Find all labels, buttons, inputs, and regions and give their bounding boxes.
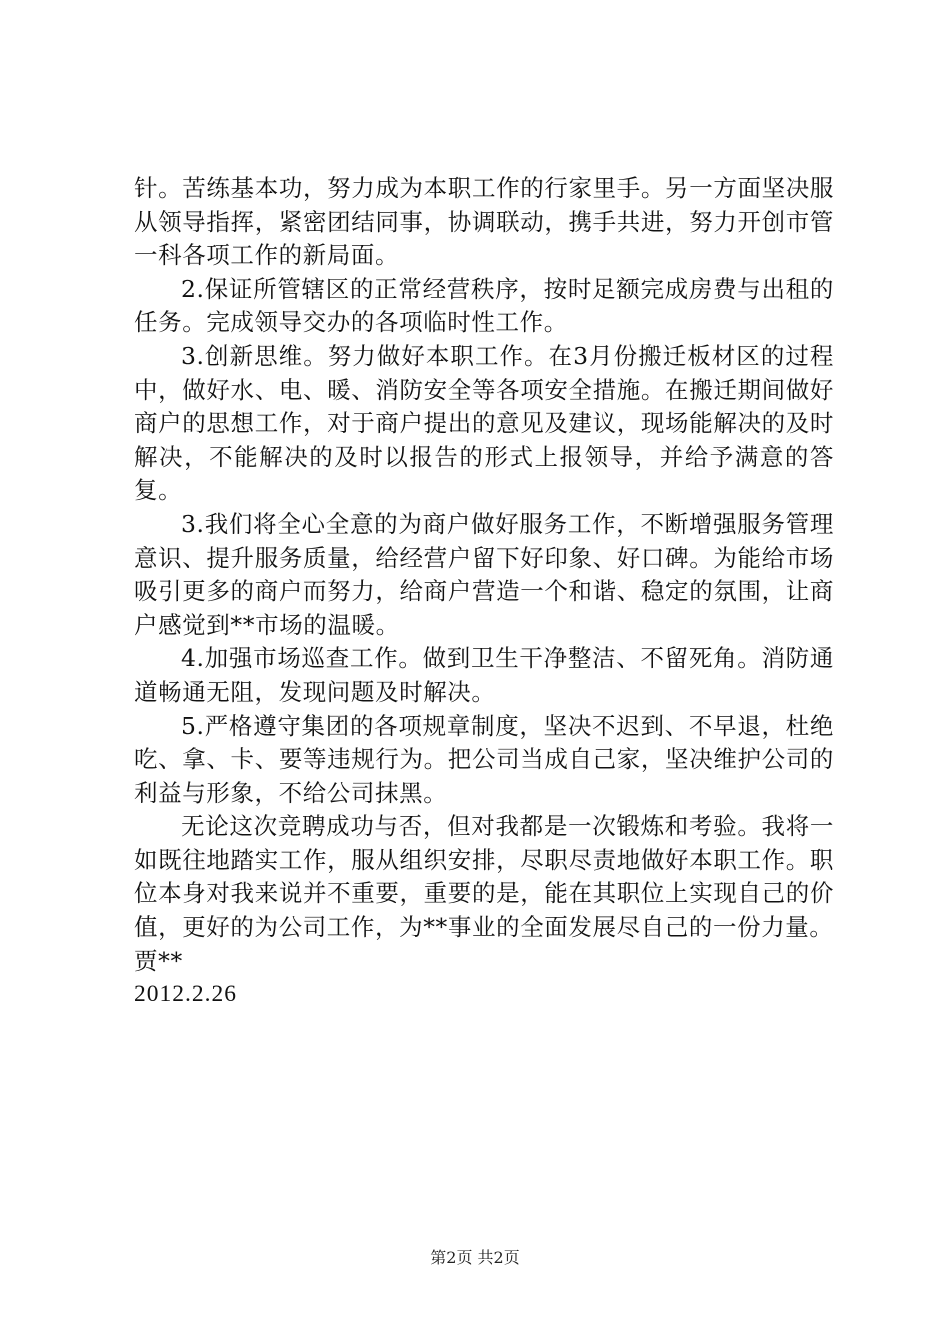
paragraph-item-3-innovation: 3.创新思维。努力做好本职工作。在3月份搬迁板材区的过程中，做好水、电、暖、消防安全等各项安全措施。在搬迁期间做好商户的思想工作，对于商户提出的意见及建议，现场能解决的及时解决，不能解决的及时以报告的形式上报领导，并给予满意的答复。 xyxy=(134,341,834,505)
paragraph-item-4: 4.加强市场巡查工作。做到卫生干净整洁、不留死角。消防通道畅通无阻，发现问题及时解决。 xyxy=(134,644,834,706)
paragraph-continuation: 针。苦练基本功，努力成为本职工作的行家里手。另一方面坚决服从领导指挥，紧密团结同事，协调联动，携手共进，努力开创市管一科各项工作的新局面。 xyxy=(134,174,834,270)
paragraph-item-5: 5.严格遵守集团的各项规章制度，坚决不迟到、不早退，杜绝吃、拿、卡、要等违规行为。把公司当成自己家，坚决维护公司的利益与形象，不给公司抹黑。 xyxy=(134,711,834,807)
paragraph-conclusion: 无论这次竞聘成功与否，但对我都是一次锻炼和考验。我将一如既往地踏实工作，服从组织安排，尽职尽责地做好本职工作。职位本身对我来说并不重要，重要的是，能在其职位上实现自己的价值，更好的为公司工作，为**事业的全面发展尽自己的一份力量。 xyxy=(134,812,834,942)
page-footer xyxy=(0,1245,950,1268)
paragraph-item-2: 2.保证所管辖区的正常经营秩序，按时足额完成房费与出租的任务。完成领导交办的各项临时性工作。 xyxy=(134,274,834,337)
date: 2012.2.26 xyxy=(134,981,237,1008)
page-number-label: 第2页 共2页 xyxy=(430,1248,520,1267)
paragraph-item-3-service: 3.我们将全心全意的为商户做好服务工作，不断增强服务管理意识、提升服务质量，给经营户留下好印象、好口碑。为能给市场吸引更多的商户而努力，给商户营造一个和谐、稳定的氛围，让商户感觉到**市场的温暖。 xyxy=(134,509,834,639)
document-body xyxy=(134,172,834,1012)
signature: 贾** xyxy=(134,946,183,975)
